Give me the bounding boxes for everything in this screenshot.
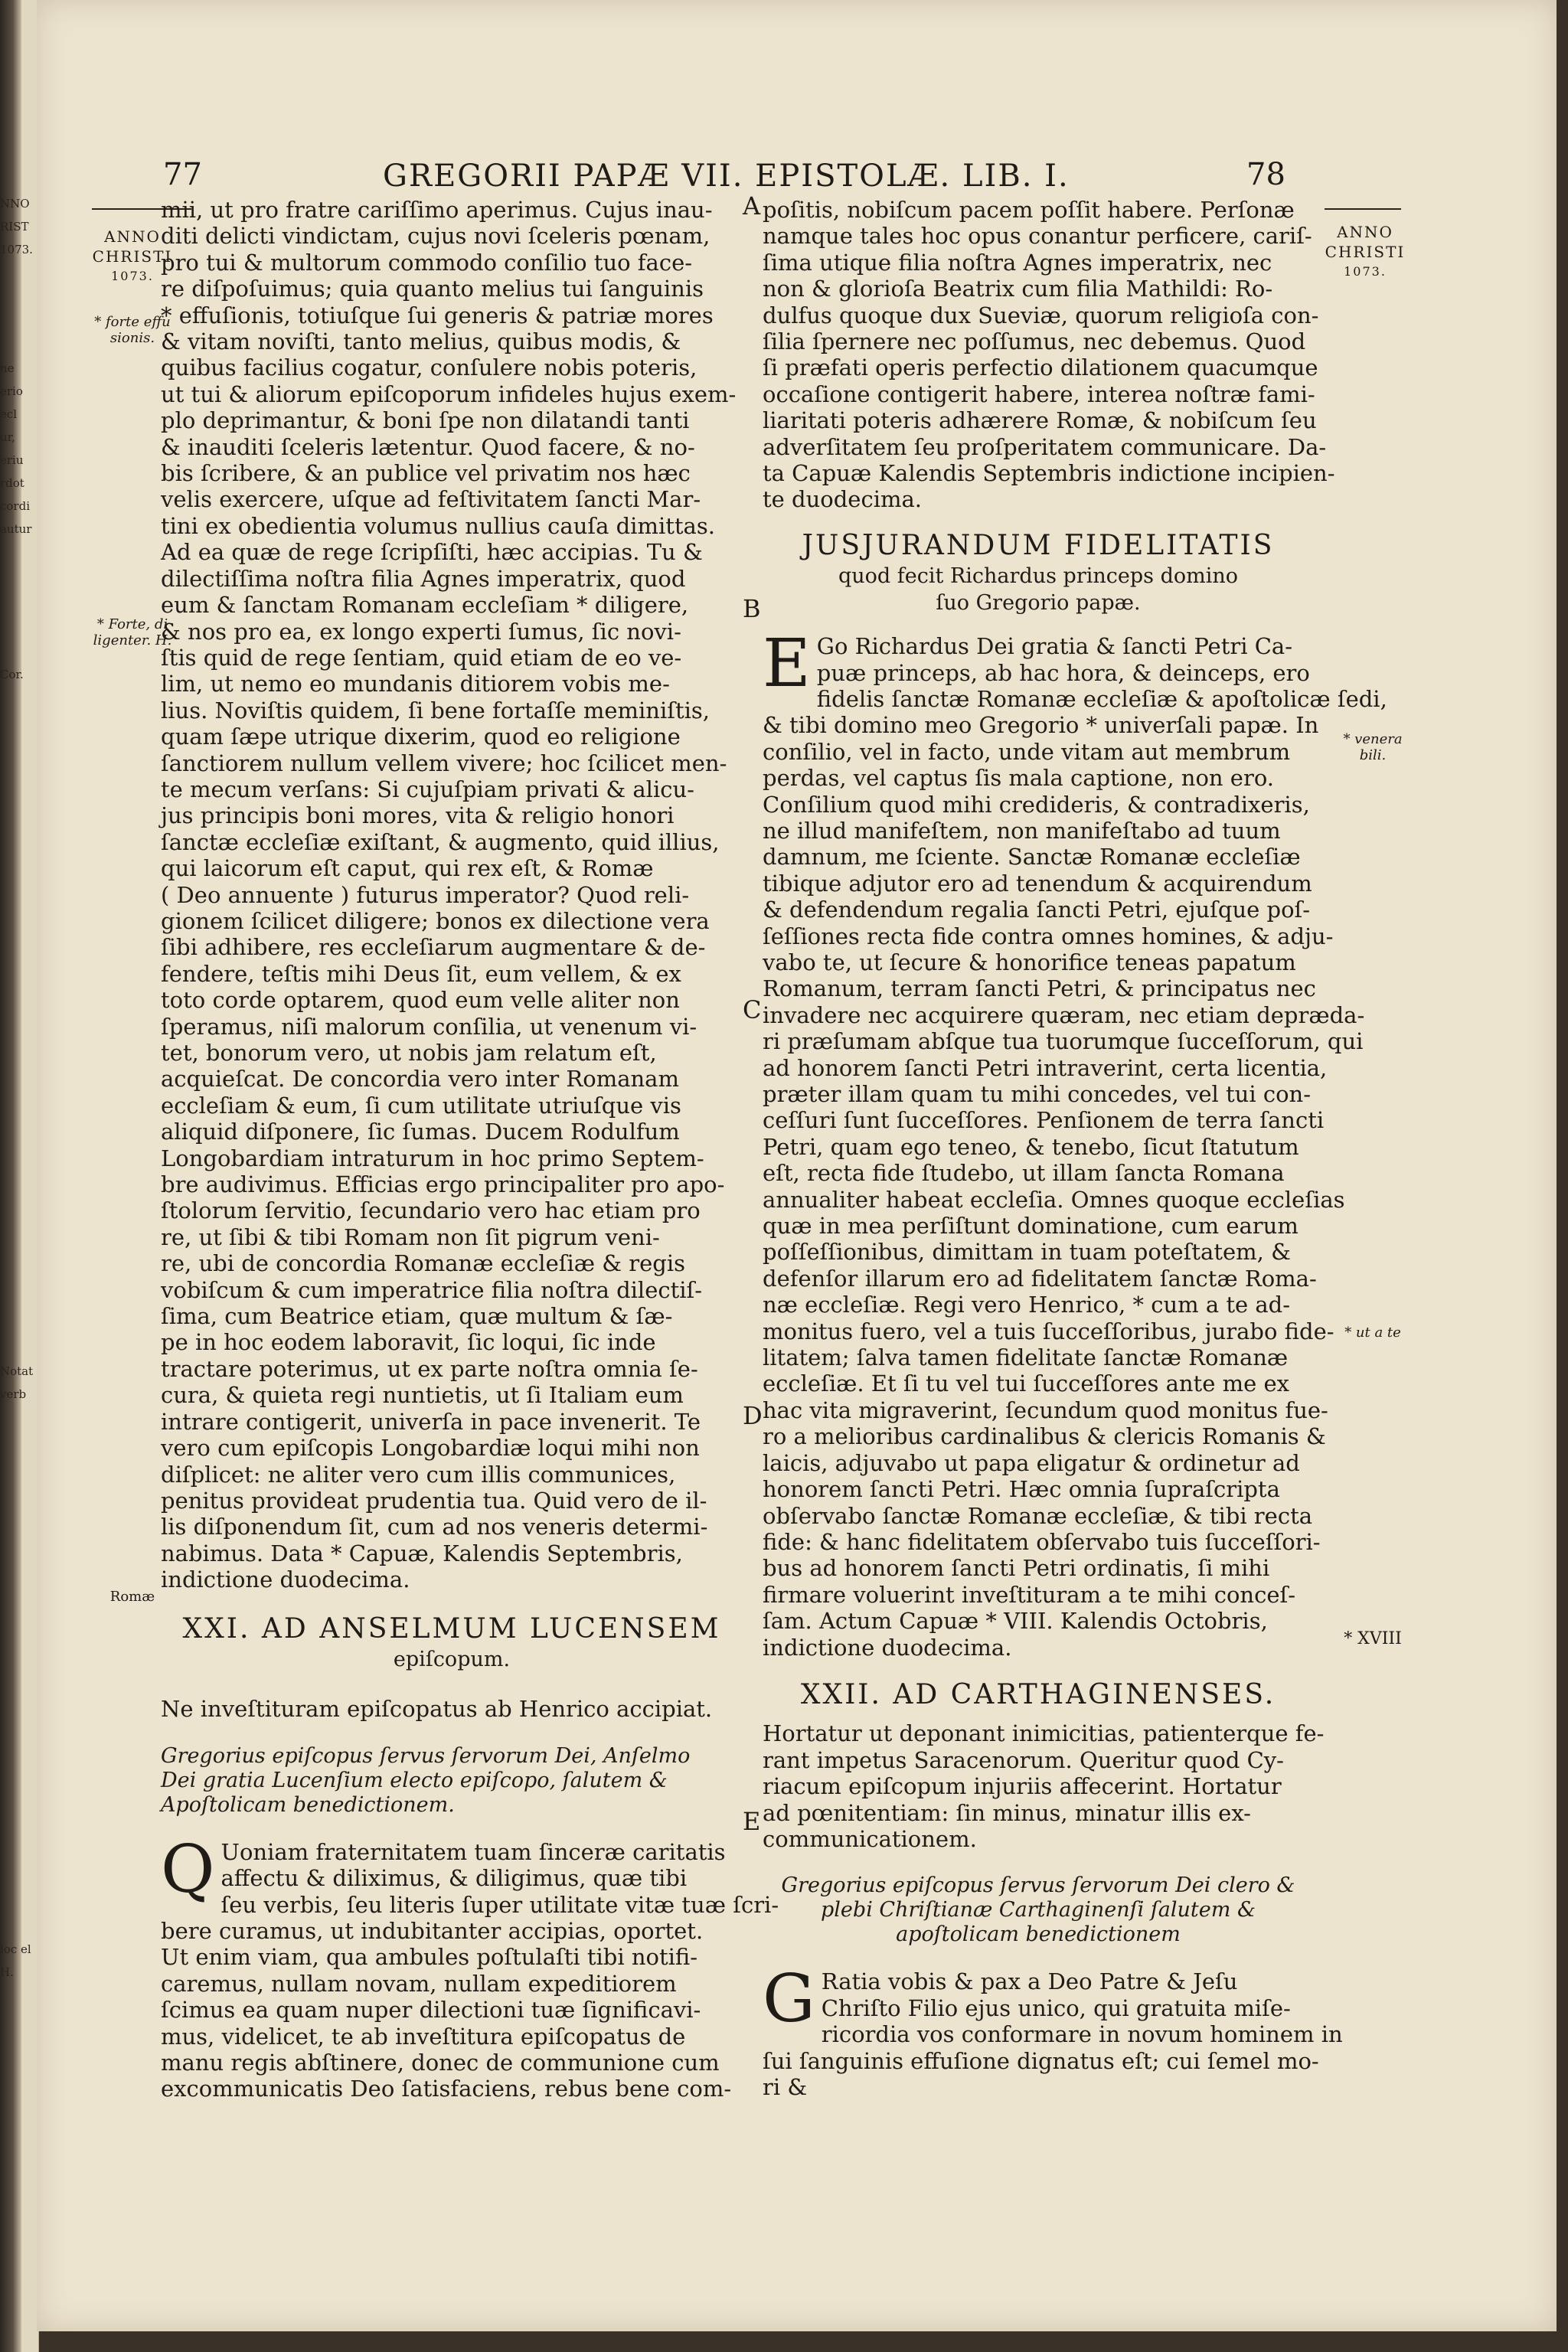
- text-line: ſilia ſpernere nec poſſumus, nec debemus. Quod: [763, 328, 1306, 355]
- edge-fragment: NNO: [0, 197, 30, 211]
- text-line: næ eccleſiæ. Regi vero Henrico, * cum a te ad-: [763, 1292, 1291, 1318]
- jusjurandum-title: JUSJURANDUM FIDELITATIS: [802, 529, 1275, 561]
- text-line: ricordia vos conformare in novum hominem in: [821, 2021, 1343, 2048]
- text-line: eccleſiæ. Et ſi tu vel tui ſucceſſores ante me ex: [763, 1370, 1289, 1397]
- edge-fragment: erio: [0, 384, 23, 398]
- text-line: indictione duodecima.: [763, 1634, 1012, 1661]
- text-line: diti delicti vindictam, cujus novi ſceleris pœnam,: [161, 223, 710, 250]
- margin-note-romae: Romæ: [109, 1589, 155, 1605]
- text-line: ne illud manifeſtem, non manifeſtabo ad tuum: [763, 817, 1281, 844]
- text-line: ſam. Actum Capuæ * VIII. Kalendis Octobris,: [763, 1608, 1268, 1635]
- text-line: ſima utique filia noſtra Agnes imperatrix, nec: [763, 249, 1272, 276]
- text-line: eum & ſanctam Romanam eccleſiam * diligere,: [161, 592, 689, 619]
- running-title: GREGORII PAPÆ VII. EPISTOLÆ. LIB. I.: [383, 158, 1070, 194]
- text-line: ad honorem ſancti Petri intraverint, certa licentia,: [763, 1054, 1328, 1081]
- text-line: mii, ut pro fratre cariſſimo aperimus. Cujus inau-: [161, 197, 713, 223]
- text-line: ſeſſiones recta fide contra omnes homines, & adju-: [763, 923, 1334, 949]
- left-column: [161, 197, 779, 2102]
- edge-fragment: ne: [0, 361, 15, 375]
- edge-fragment: autur: [0, 522, 32, 536]
- text-line: Ad ea quæ de rege ſcripſiſti, hæc accipias. Tu &: [161, 539, 703, 566]
- text-line: Go Richardus Dei gratia & ſancti Petri Ca-: [816, 633, 1292, 660]
- text-line: namque tales hoc opus conantur perficere, cariſ-: [763, 223, 1312, 250]
- text-line: velis exercere, uſque ad feſtivitatem ſancti Mar-: [161, 486, 701, 513]
- text-line: defenſor illarum ero ad fidelitatem ſanctæ Roma-: [763, 1265, 1317, 1292]
- section-21-title: XXI. AD ANSELMUM LUCENSEM: [182, 1612, 721, 1645]
- text-line: plo deprimantur, & boni ſpe non dilatandi tanti: [161, 407, 690, 434]
- text-line: ſi præfati operis perfectio dilationem quacumque: [763, 354, 1318, 381]
- text-line: perdas, vel captus ſis mala captione, non ero.: [763, 765, 1274, 792]
- page-header: [37, 157, 1557, 203]
- edge-fragment: ecl: [0, 407, 18, 421]
- text-line: tibique adjutor ero ad tenendum & acquirendum: [763, 870, 1312, 897]
- text-line: diſplicet: ne aliter vero cum illis communices,: [161, 1461, 676, 1488]
- section-22-summary: [763, 1720, 1325, 1852]
- year-label: 1073.: [111, 269, 154, 283]
- jusjurandum-subtitle-1: quod fecit Richardus princeps domino: [838, 564, 1238, 589]
- text-line: vobiſcum & cum imperatrice filia noſtra dilectiſ-: [161, 1276, 703, 1303]
- text-line: ſanctiorem nullum vellem vivere; hoc ſcilicet men-: [161, 750, 727, 776]
- text-line: adverſitatem ſeu proſperitatem communicare. Da-: [763, 433, 1327, 460]
- text-line: indictione duodecima.: [161, 1566, 410, 1593]
- margin-note-ut-a-te: * ut a te: [1344, 1325, 1401, 1341]
- text-line: ſibi adhibere, res eccleſiarum augmentare & de-: [161, 934, 706, 961]
- text-line: dulfus quoque dux Sueviæ, quorum religioſa con-: [763, 302, 1319, 328]
- text-line: eſt, recta fide ſtudebo, ut illam ſancta Romana: [763, 1160, 1285, 1187]
- left-body-text: [161, 197, 743, 1593]
- text-line: ri &: [763, 2074, 808, 2100]
- address-line: Dei gratia Lucenſium electo epiſcopo, ſalutem &: [161, 1768, 668, 1792]
- text-line: & vitam noviſti, tanto melius, quibus modis, &: [161, 328, 681, 355]
- text-line: & defendendum regalia ſancti Petri, ejuſque poſ-: [763, 897, 1311, 923]
- text-line: tet, bonorum vero, ut nobis jam relatum eſt,: [161, 1040, 657, 1066]
- text-line: pe in hoc eodem laboravit, ſic loqui, ſic inde: [161, 1329, 656, 1356]
- anno-label: ANNO: [1337, 223, 1393, 241]
- text-line: ta Capuæ Kalendis Septembris indictione incipien-: [763, 460, 1335, 487]
- text-line: puæ princeps, ab hac hora, & deinceps, ero: [816, 659, 1310, 686]
- section-letter-b: B: [743, 594, 761, 623]
- text-line: caremus, nullam novam, nullam expeditiorem: [161, 1970, 677, 1997]
- margin-note-xviii: * XVIII: [1344, 1629, 1402, 1648]
- text-line: dilectiſſima noſtra filia Agnes imperatrix, quod: [161, 565, 686, 592]
- section-21-address: [161, 1744, 743, 1818]
- text-line: quæ in mea perſiſtunt dominatione, cum earum: [763, 1213, 1298, 1240]
- text-line: re diſpoſuimus; quia quanto melius tui ſanguinis: [161, 276, 704, 302]
- text-line: Romanum, terram ſancti Petri, & principatus nec: [763, 975, 1316, 1002]
- margin-note-venerabili: * venera bili.: [1343, 731, 1403, 763]
- text-line: lim, ut nemo eo mundanis ditiorem vobis me-: [161, 671, 670, 697]
- text-line: excommunicatis Deo ſatisfaciens, rebus bene com-: [161, 2076, 732, 2102]
- year-label: 1073.: [1344, 264, 1387, 279]
- summary-line: Hortatur ut deponant inimicitias, patienterque fe-: [763, 1720, 1325, 1747]
- section-21-summary: Ne inveſtituram epiſcopatus ab Henrico accipiat.: [161, 1696, 713, 1723]
- text-line: Chriſto Filio ejus unico, qui gratuita miſe-: [821, 1994, 1291, 2021]
- text-line: ( Deo annuente ) futurus imperator? Quod reli-: [161, 881, 690, 908]
- page-number-right: 78: [1246, 157, 1285, 192]
- dropcap-e: E: [763, 626, 811, 703]
- page-number-left: 77: [163, 157, 202, 192]
- text-line: occaſione contigerit habere, interea noſtræ fami-: [763, 381, 1315, 407]
- text-line: fendere, teſtis mihi Deus ſit, eum vellem, & ex: [161, 960, 681, 987]
- text-line: ſtis quid de rege ſentiam, quid etiam de eo ve-: [161, 644, 682, 671]
- text-line: non & glorioſa Beatrix cum filia Mathildi: Ro-: [763, 276, 1273, 302]
- section-22-title: XXII. AD CARTHAGINENSES.: [800, 1678, 1276, 1710]
- text-line: obſervabo ſanctæ Romanæ eccleſiæ, & tibi recta: [763, 1502, 1313, 1529]
- text-line: fide: & hanc fidelitatem obſervabo tuis ſucceſſori-: [763, 1528, 1321, 1555]
- text-line: re, ubi de concordia Romanæ eccleſiæ & regis: [161, 1250, 686, 1277]
- section-22-body: [763, 1961, 1343, 2100]
- text-line: affectu & diliximus, & diligimus, quæ tibi: [220, 1865, 688, 1892]
- anno-christi-right: [1323, 222, 1407, 282]
- text-line: Ratia vobis & pax a Deo Patre & Jeſu: [821, 1968, 1238, 1995]
- address-line: Apoſtolicam benedictionem.: [161, 1792, 455, 1817]
- text-line: annualiter habeat eccleſia. Omnes quoque eccleſias: [763, 1186, 1345, 1213]
- text-line: liaritati poteris adhærere Romæ, & nobiſcum ſeu: [763, 407, 1317, 434]
- text-line: & tibi domino meo Gregorio * univerſali papæ. In: [763, 712, 1319, 739]
- text-line: manu regis abſtinere, donec de communione cum: [161, 2050, 720, 2076]
- dropcap-g: G: [763, 1961, 815, 2038]
- text-line: vero cum epiſcopis Longobardiæ loqui mihi non: [161, 1435, 700, 1462]
- edge-fragment: cordi: [0, 499, 31, 513]
- text-line: tractare poterimus, ut ex parte noſtra omnia ſe-: [161, 1355, 698, 1382]
- text-line: re, ut ſibi & tibi Romam non ſit pigrum veni-: [161, 1223, 660, 1250]
- text-line: Longobardiam intraturum in hoc primo Septem-: [161, 1145, 704, 1171]
- text-line: Uoniam fraternitatem tuam ſinceræ caritatis: [220, 1838, 726, 1865]
- text-line: intrare contigerit, univerſa in pace invenerit. Te: [161, 1408, 701, 1435]
- text-line: litatem; ſalva tamen fidelitate ſanctæ Romanæ: [763, 1344, 1289, 1371]
- section-letter-a: A: [743, 191, 761, 220]
- text-line: qui laicorum eſt caput, qui rex eſt, & Romæ: [161, 855, 654, 882]
- edge-fragment: verb: [0, 1387, 27, 1401]
- text-line: bus ad honorem ſancti Petri ordinatis, ſi mihi: [763, 1555, 1270, 1582]
- text-line: eccleſiam & eum, ſi cum utilitate utriuſque vis: [161, 1092, 681, 1119]
- section-21-body: [161, 1831, 779, 2102]
- text-line: pro tui & multorum commodo conſilio tuo face-: [161, 249, 693, 276]
- section-letter-c: C: [743, 995, 762, 1024]
- text-line: quibus facilius cogatur, conſulere nobis poteris,: [161, 354, 697, 381]
- text-line: poſitis, nobiſcum pacem poſſit habere. Perſonæ: [763, 197, 1295, 223]
- text-line: quam ſæpe utrique dixerim, quod eo religione: [161, 724, 681, 750]
- text-line: Petri, quam ego teneo, & tenebo, ſicut ſtatutum: [763, 1133, 1299, 1160]
- text-line: ſima, cum Beatrice etiam, quæ multum & ſæ-: [161, 1303, 673, 1330]
- section-21-subtitle: epiſcopum.: [393, 1647, 511, 1671]
- margin-note-diligenter: * Forte, di ligenter. H.: [93, 616, 172, 648]
- text-line: damnum, me ſciente. Sanctæ Romanæ eccleſiæ: [763, 844, 1301, 871]
- summary-line: rant impetus Saracenorum. Queritur quod Cy-: [763, 1746, 1284, 1773]
- text-line: te mecum verſans: Si cujuſpiam privati & alicu-: [161, 776, 694, 802]
- text-line: nabimus. Data * Capuæ, Kalendis Septembris,: [161, 1540, 683, 1566]
- edge-fragment: Cor.: [0, 668, 24, 681]
- text-line: * effuſionis, totiuſque ſui generis & patriæ mores: [161, 302, 714, 328]
- summary-line: communicationem.: [763, 1825, 977, 1852]
- text-line: aliquid diſponere, ſic ſumas. Ducem Rodulfum: [161, 1119, 680, 1145]
- text-line: bere curamus, ut indubitanter accipias, oportet.: [161, 1917, 704, 1944]
- text-line: poſſeſſionibus, dimittam in tuam poteſtatem, &: [763, 1239, 1291, 1266]
- text-line: mus, videlicet, te ab inveſtitura epiſcopatus de: [161, 2023, 686, 2050]
- text-line: ro a melioribus cardinalibus & clericis Romanis &: [763, 1423, 1326, 1450]
- text-line: ri præſumam abſque tua tuorumque ſucceſſorum, qui: [763, 1028, 1364, 1055]
- text-line: lis diſponendum ſit, cum ad nos veneris determi-: [161, 1514, 708, 1540]
- text-line: conſilio, vel in facto, unde vitam aut membrum: [763, 738, 1291, 765]
- text-line: cura, & quieta regi nuntietis, ut ſi Italiam eum: [161, 1382, 684, 1409]
- text-line: & nos pro ea, ex longo experti ſumus, ſic novi-: [161, 618, 681, 645]
- text-line: tini ex obedientia volumus nullius cauſa dimittas.: [161, 512, 715, 539]
- text-line: præter illam quam tu mihi concedes, vel tui con-: [763, 1081, 1312, 1107]
- text-line: ſeu verbis, ſeu literis ſuper utilitate vitæ tuæ ſcri-: [220, 1891, 779, 1918]
- text-line: & inauditi ſceleris lætentur. Quod facere, & no-: [161, 433, 695, 460]
- anno-label: ANNO: [104, 227, 161, 246]
- christi-label: CHRISTI: [92, 247, 173, 266]
- text-line: Conſilium quod mihi credideris, & contradixeris,: [763, 791, 1310, 818]
- text-line: ceſſuri ſunt ſucceſſores. Penſionem de terra ſancti: [763, 1107, 1325, 1134]
- text-line: hac vita migraverint, ſecundum quod monitus fue-: [763, 1396, 1328, 1423]
- book-page: [37, 0, 1557, 2331]
- edge-fragment: 1073.: [0, 243, 33, 256]
- text-line: ſcimus ea quam nuper dilectioni tuæ ſignificavi-: [161, 1997, 701, 2024]
- margin-rule-right: [1325, 208, 1401, 210]
- text-line: acquieſcat. De concordia vero inter Romanam: [161, 1066, 679, 1093]
- address-line: Gregorius epiſcopus ſervus ſervorum Dei clero &: [781, 1873, 1295, 1898]
- edge-fragment: H.: [0, 1965, 14, 1979]
- text-line: invadere nec acquirere quæram, nec etiam deprædа-: [763, 1001, 1365, 1028]
- section-letter-e: E: [743, 1807, 761, 1836]
- text-line: vabo te, ut ſecure & honorifice teneas papatum: [763, 949, 1296, 975]
- section-22-address: [763, 1873, 1314, 1947]
- summary-line: ad pœnitentiam: ſin minus, minatur illis ex-: [763, 1799, 1251, 1826]
- edge-fragment: Notat: [0, 1364, 34, 1378]
- address-line: Gregorius epiſcopus ſervus ſervorum Dei, Anſelmo: [161, 1743, 691, 1768]
- text-line: ſtolorum ſervitio, ſecundario vero hac etiam pro: [161, 1197, 701, 1224]
- edge-fragment: rdot: [0, 476, 24, 490]
- edge-fragment: ioc el: [0, 1942, 31, 1956]
- text-line: ſperamus, niſi malorum conſilia, ut venenum vi-: [161, 1013, 697, 1040]
- text-line: laicis, adjuvabo ut papa eligatur & ordinetur ad: [763, 1449, 1300, 1476]
- text-line: fidelis ſanctæ Romanæ eccleſiæ & apoſtolicæ ſedi,: [816, 685, 1387, 712]
- address-line: apoſtolicam benedictionem: [896, 1922, 1181, 1947]
- right-body-text: [763, 197, 1335, 513]
- text-line: honorem ſancti Petri. Hæc omnia ſupraſcripta: [763, 1476, 1280, 1503]
- book-spine: [0, 0, 21, 2352]
- edge-fragment: eriu: [0, 453, 24, 467]
- text-line: te duodecima.: [763, 486, 922, 513]
- text-line: Ut enim viam, qua ambules poſtulaſti tibi notifi-: [161, 1944, 698, 1971]
- dropcap-q: Q: [161, 1831, 215, 1908]
- text-line: toto corde optarem, quod eum velle aliter non: [161, 987, 680, 1014]
- text-line: ſui ſanguinis effuſione dignatus eſt; cui ſemel mo-: [763, 2047, 1319, 2074]
- text-line: ut tui & aliorum epiſcoporum infideles hujus exem-: [161, 381, 737, 407]
- text-line: penitus provideat prudentia tua. Quid vero de il-: [161, 1487, 707, 1514]
- jusjurandum-subtitle-2: ſuo Gregorio papæ.: [936, 590, 1141, 615]
- text-line: gionem ſcilicet diligere; bonos ex dilectione vera: [161, 907, 710, 934]
- edge-fragment: ur,: [0, 430, 15, 444]
- text-line: firmare voluerint inveſtituram a te mihi conceſ-: [763, 1581, 1296, 1608]
- text-line: bis ſcribere, & an publice vel privatim nos hæc: [161, 460, 691, 487]
- christi-label: CHRISTI: [1325, 243, 1406, 261]
- text-line: ſanctæ eccleſiæ exiſtant, & augmento, quid illius,: [161, 828, 720, 855]
- text-line: bre audivimus. Efficias ergo principaliter pro apo-: [161, 1171, 725, 1198]
- text-line: lius. Noviſtis quidem, ſi bene fortaſſe meminiſtis,: [161, 697, 710, 724]
- text-line: jus principis boni mores, vita & religio honori: [161, 802, 675, 829]
- summary-line: riacum epiſcopum injuriis affecerint. Hortatur: [763, 1773, 1282, 1800]
- address-line: plebi Chriſtianæ Carthaginenſi ſalutem &: [821, 1898, 1256, 1922]
- section-letter-d: D: [743, 1401, 763, 1430]
- text-line: monitus fuero, vel a tuis ſucceſſoribus, jurabo fide-: [763, 1318, 1334, 1344]
- margin-note-effusionis: * forte effu sionis.: [94, 314, 171, 346]
- edge-fragment: RIST: [0, 220, 29, 234]
